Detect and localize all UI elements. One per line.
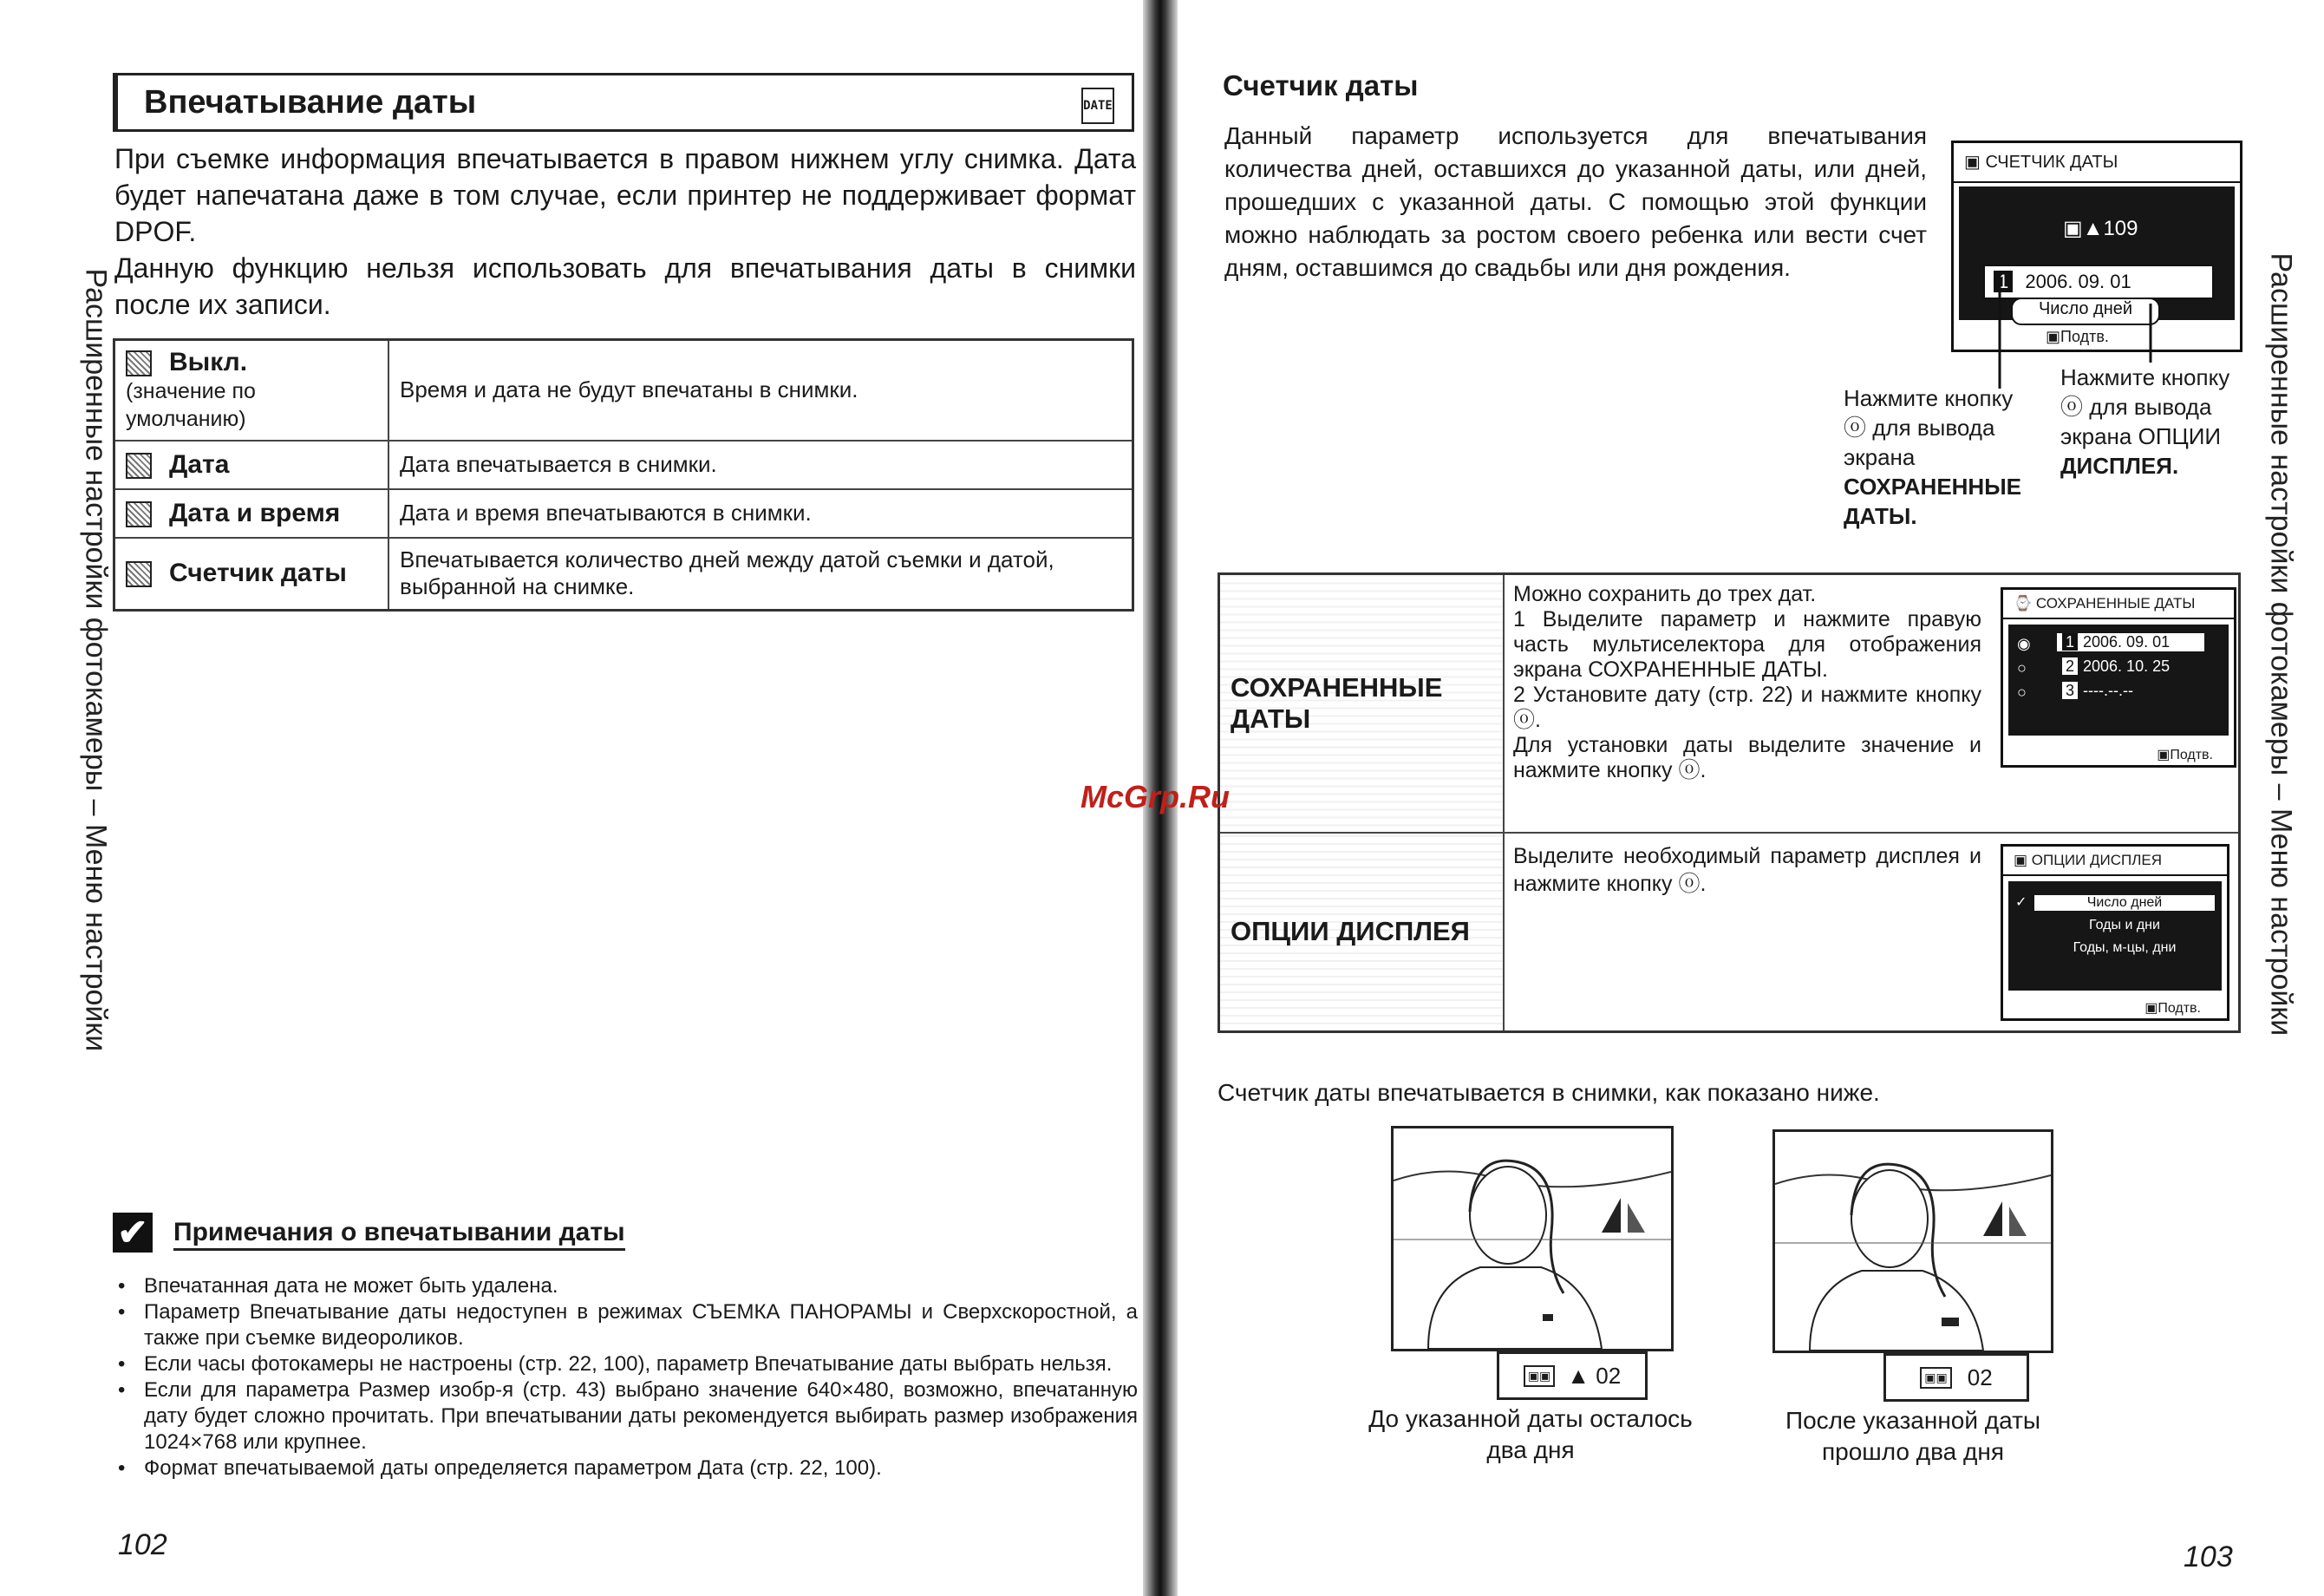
imprint-note: Счетчик даты впечатывается в снимки, как показано ниже.: [1217, 1079, 1880, 1106]
list-item: • Если для параметра Размер изобр-я (стр. 43) выбрано значение 640×480, возможно, впечатанную дату будет сложно прочитать. При впечатывании даты рекомендуется выбирать размер изображения 1024×768 или крупнее.: [114, 1377, 1138, 1455]
table-row: [1219, 574, 2240, 833]
list-item: [2057, 657, 2170, 676]
saved-date-row: [1983, 265, 2214, 299]
option-label: Дата и время: [169, 498, 341, 527]
page-number-right: 103: [2184, 1540, 2233, 1573]
instruction-line: Для установки даты выделите значение и нажмите кнопку ⓞ.: [1513, 733, 1981, 782]
callout-line: ДИСПЛЕЯ.: [2060, 453, 2179, 479]
counter-readout: ▣▲109: [2063, 217, 2138, 240]
date-off-icon: [126, 350, 152, 376]
callout-line: ДАТЫ.: [1844, 503, 1917, 529]
slot-date: ----.--.--: [2083, 682, 2133, 699]
table-row: [1219, 833, 2240, 1032]
option-key: [114, 489, 389, 538]
display-options-cell: [1504, 833, 2240, 1032]
instruction-line: Можно сохранить до трех дат.: [1513, 582, 1817, 606]
option-desc: Дата впечатывается в снимки.: [388, 441, 1133, 489]
screen-body: [1959, 186, 2235, 320]
table-row: [114, 441, 1133, 489]
section-heading: Счетчик даты: [1223, 69, 1419, 101]
ok-hint: ▣Подтв.: [2046, 328, 2109, 345]
ok-label: Подтв.: [2060, 328, 2109, 345]
section-title-box: [113, 73, 1134, 132]
screen-title: ▣ ОПЦИИ ДИСПЛЕЯ: [2003, 847, 2227, 876]
saved-dates-cell: [1504, 574, 2240, 833]
screen-body: [2008, 881, 2222, 991]
intro-paragraph: Данную функцию нельзя использовать для впечатывания даты в снимки после их записи.: [114, 252, 1136, 320]
check-icon: ✓: [2015, 894, 2027, 910]
ok-hint: ▣Подтв.: [2144, 1000, 2201, 1016]
section-paragraph: Данный параметр используется для впечатывания количества дней, оставшихся до указанной даты, или дней, прошедших с указанной даты. С помощью этой функции можно наблюдать за ростом своего ребенка или вести счет дням, оставшимся до свадьбы или дня рождения.: [1224, 122, 1927, 281]
ok-hint: ▣Подтв.: [2157, 748, 2213, 762]
page-title: Впечатывание даты: [144, 84, 477, 121]
list-item: • Если часы фотокамеры не настроены (стр. 22, 100), параметр Впечатывание даты выбрать нельзя.: [114, 1351, 1138, 1377]
screen-title-text: СЧЕТЧИК ДАТЫ: [1985, 153, 2118, 172]
saved-dates-screen: [2001, 587, 2236, 768]
screen-title-text: ОПЦИИ ДИСПЛЕЯ: [2031, 851, 2162, 868]
table-row: [114, 538, 1133, 611]
display-option: Число дней: [2011, 298, 2160, 325]
ok-label: Подтв.: [2170, 748, 2213, 762]
intro-text: [114, 141, 1136, 323]
callout-left: [1844, 383, 2048, 531]
sample-photo-after: [1772, 1129, 2053, 1353]
page-number-left: 102: [118, 1528, 167, 1561]
notes-title: Примечания о впечатывании даты: [173, 1218, 625, 1251]
counter-icon: ▣▣: [1524, 1365, 1555, 1387]
photo-caption-before: [1353, 1403, 1708, 1466]
intro-paragraph: При съемке информация впечатывается в правом нижнем углу снимка. Дата будет напечатана даже в том случае, если принтер не поддерживает формат DPOF.: [114, 143, 1136, 247]
caption-line: прошло два дня: [1822, 1438, 2004, 1465]
caption-line: После указанной даты: [1785, 1407, 2041, 1434]
callout-line: ⓞ для вывода: [2060, 394, 2212, 420]
counter-display-after: [1883, 1353, 2029, 1402]
options-table: [113, 338, 1134, 612]
display-instruction: Выделите необходимый параметр дисплея и нажмите кнопку ⓞ.: [1513, 843, 1981, 896]
option-key: [114, 441, 389, 489]
date-time-icon: [126, 501, 152, 527]
option-key: [114, 340, 389, 441]
portrait-illustration: [1775, 1132, 2051, 1351]
list-item: • Формат впечатываемой даты определяется параметром Дата (стр. 22, 100).: [114, 1455, 1138, 1482]
saved-dates-label: СОХРАНЕННЫЕ ДАТЫ: [1219, 574, 1505, 833]
counter-icon: ▣▣: [1920, 1367, 1951, 1389]
table-row: [114, 489, 1133, 538]
caption-line: два дня: [1486, 1436, 1575, 1463]
caption-line: До указанной даты осталось: [1368, 1405, 1693, 1432]
list-item: [2057, 633, 2204, 651]
option-label: Дата: [169, 449, 230, 479]
date-icon: [126, 453, 152, 479]
list-item: [2057, 682, 2133, 700]
radio-icon: ◉: [2017, 635, 2031, 652]
ok-label: Подтв.: [2158, 1000, 2201, 1016]
instruction-line: 2 Установите дату (стр. 22) и нажмите кнопку ⓞ.: [1513, 683, 1981, 732]
side-label-right: Расширенные настройки фотокамеры – Меню настройки: [2264, 252, 2298, 1037]
counter-value: ▲109: [2082, 217, 2138, 240]
date-imprint-icon: DATE: [1081, 88, 1114, 124]
callout-line: ⓞ для вывода: [1844, 415, 1995, 441]
saved-date: 2006. 09. 01: [2025, 271, 2131, 292]
counter-display-before: [1497, 1351, 1648, 1400]
slot-number: 1: [2062, 633, 2078, 651]
display-options-screen: [2001, 844, 2229, 1021]
screen-title: ▣ СЧЕТЧИК ДАТЫ: [1954, 143, 2240, 183]
callout-line: Нажмите кнопку: [1844, 385, 2014, 411]
date-counter-icon: [126, 561, 152, 587]
date-counter-table: [1217, 572, 2241, 1033]
callout-line: экрана: [1844, 444, 1916, 470]
display-options-label: ОПЦИИ ДИСПЛЕЯ: [1219, 833, 1505, 1032]
screen-body: [2008, 625, 2229, 736]
callout-line: Нажмите кнопку: [2060, 364, 2230, 390]
callout-right: [2060, 363, 2262, 481]
notes-list: [114, 1273, 1138, 1482]
side-label-left: Расширенные настройки фотокамеры – Меню настройки: [79, 268, 113, 1052]
slot-number: 3: [2062, 682, 2078, 699]
option-label: Выкл.: [169, 347, 248, 376]
slot-date: 2006. 10. 25: [2083, 657, 2171, 675]
sample-photo-before: [1391, 1126, 1674, 1351]
slot-date: 2006. 09. 01: [2083, 633, 2171, 651]
instruction-line: 1 Выделите параметр и нажмите правую часть мультиселектора для отображения экрана СОХРАНЕННЫЕ ДАТЫ.: [1513, 607, 1981, 682]
option-desc: Впечатывается количество дней между датой съемки и датой, выбранной на снимке.: [388, 538, 1133, 611]
date-slot: 1: [1994, 271, 2013, 292]
portrait-illustration: [1394, 1128, 1671, 1349]
option-label: Счетчик даты: [169, 559, 347, 588]
screen-title-text: СОХРАНЕННЫЕ ДАТЫ: [2035, 595, 2196, 612]
option-desc: Дата и время впечатываются в снимки.: [388, 489, 1133, 538]
option-desc: Время и дата не будут впечатаны в снимки.: [388, 340, 1133, 441]
check-icon: ✔: [113, 1213, 153, 1253]
date-counter-screen: [1951, 141, 2242, 352]
radio-icon: ○: [2017, 659, 2027, 677]
option-key: [114, 538, 389, 611]
list-item: Годы и дни: [2089, 917, 2160, 932]
callout-line: экрана ОПЦИИ: [2060, 423, 2222, 449]
saved-instructions: [1513, 582, 1981, 783]
notes-heading: [113, 1212, 625, 1253]
screen-title: ⌚ СОХРАНЕННЫЕ ДАТЫ: [2003, 590, 2234, 619]
counter-value: ▲ 02: [1567, 1362, 1622, 1389]
callout-line: СОХРАНЕННЫЕ: [1844, 474, 2022, 500]
list-item: Годы, м-цы, дни: [2073, 939, 2177, 955]
table-row: [114, 340, 1133, 441]
watermark: McGrp.Ru: [1080, 779, 1231, 814]
option-sub: (значение по умолчанию): [126, 378, 256, 431]
list-item: • Параметр Впечатывание даты недоступен в режимах СЪЕМКА ПАНОРАМЫ и Сверхскоростной, а также при съемке видеороликов.: [114, 1299, 1138, 1351]
list-item: Число дней: [2034, 895, 2215, 911]
radio-icon: ○: [2017, 684, 2027, 701]
slot-number: 2: [2062, 657, 2078, 675]
counter-value: 02: [1967, 1364, 1993, 1390]
list-item: • Впечатанная дата не может быть удалена.: [114, 1273, 1138, 1299]
photo-caption-after: [1740, 1405, 2086, 1468]
